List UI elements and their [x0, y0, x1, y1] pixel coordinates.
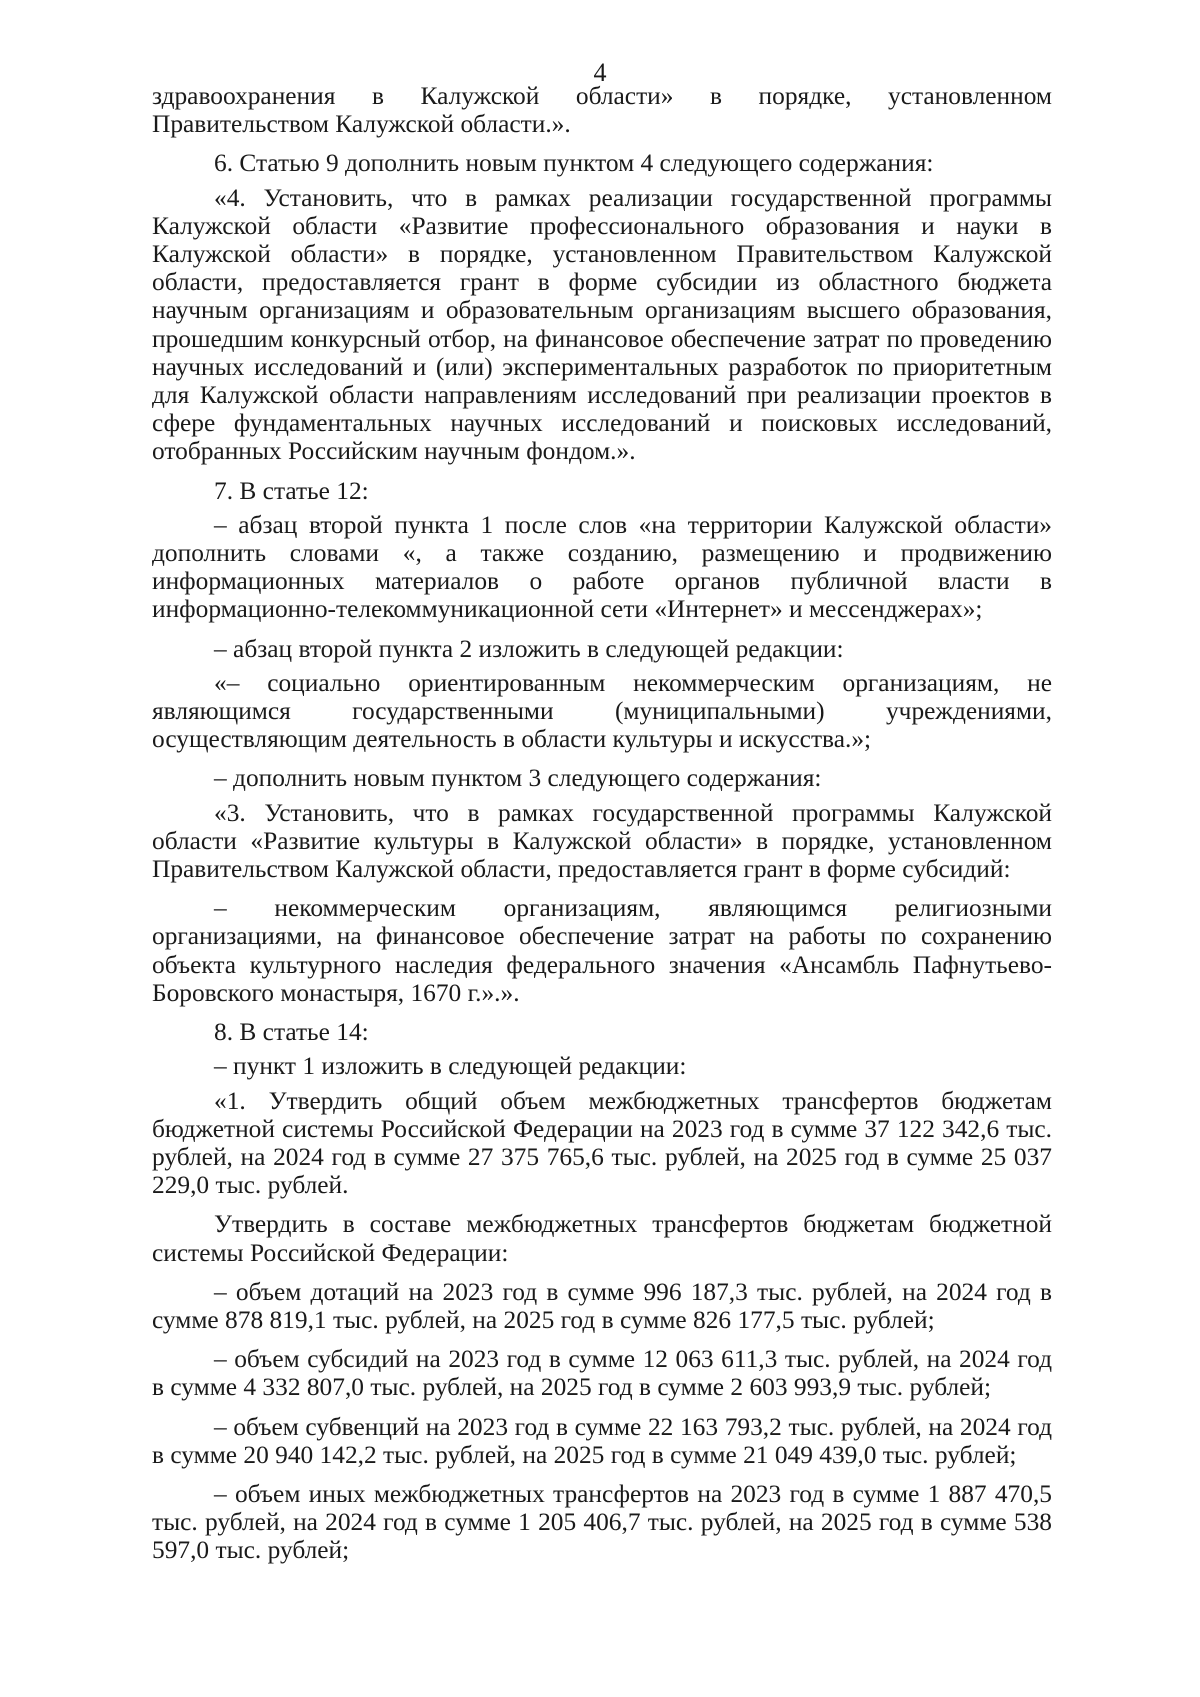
paragraph-item-6: 6. Статью 9 дополнить новым пунктом 4 следующего содержания: [214, 149, 934, 178]
paragraph-subventions: – объем субвенций на 2023 год в сумме 22 163 793,2 тыс. рублей, на 2024 год в сумме 20 940 142,2 тыс. рублей, на 2025 год в сумме 21 049 439,0 тыс. рублей; [152, 1412, 1052, 1469]
paragraph-transfers-total: «1. Утвердить общий объем межбюджетных трансфертов бюджетам бюджетной системы Российской Федерации на 2023 год в сумме 37 122 342,6 тыс. рублей, на 2024 год в сумме 27 375 765,6 тыс. рублей, на 2025 год в сумме 25 037 229,0 тыс. рублей. [152, 1086, 1052, 1200]
paragraph-article-14-point-1: – пункт 1 изложить в следующей редакции: [214, 1052, 687, 1081]
paragraph-item-8: 8. В статье 14: [214, 1018, 369, 1047]
paragraph-religious-organizations: – некоммерческим организациям, являющимся религиозными организациями, на финансовое обеспечение затрат на работы по сохранению объекта культурного наследия федерального значения «Ансамбль Пафнутьево-Боровского монастыря, 1670 г.».». [152, 894, 1052, 1007]
paragraph-subsidies-dotations: – объем дотаций на 2023 год в сумме 996 187,3 тыс. рублей, на 2024 год в сумме 878 819,1 тыс. рублей, на 2025 год в сумме 826 177,5 тыс. рублей; [152, 1277, 1052, 1334]
paragraph-other-transfers: – объем иных межбюджетных трансфертов на 2023 год в сумме 1 887 470,5 тыс. рублей, на 2024 год в сумме 1 205 406,7 тыс. рублей, на 2025 год в сумме 538 597,0 тыс. рублей; [152, 1479, 1052, 1565]
paragraph-article-12-point-3: – дополнить новым пунктом 3 следующего содержания: [214, 764, 822, 793]
paragraph-article-12-point-3-text: «3. Установить, что в рамках государственной программы Калужской области «Развитие культуры в Калужской области» в порядке, установленном Правительством Калужской области, предоставляется грант в форме субсидий: [152, 798, 1052, 884]
page-number: 4 [593, 58, 607, 87]
paragraph-article-12-point-2: – абзац второй пункта 2 изложить в следующей редакции: [214, 634, 844, 663]
paragraph-item-7: 7. В статье 12: [214, 476, 369, 505]
paragraph-article-12-point-2-text: «– социально ориентированным некоммерческим организациям, не являющимся государственными (муниципальными) учреждениями, осуществляющим деятельность в области культуры и искусства.»; [152, 668, 1052, 754]
paragraph-article-9-point-4: «4. Установить, что в рамках реализации государственной программы Калужской области «Развитие профессионального образования и науки в Калужской области» в порядке, установленном Правительством Калужской области, предоставляется грант в форме субсидии из областного бюджета научным организациям и образовательным организациям высшего образования, прошедшим конкурсный отбор, на финансовое обеспечение затрат по проведению научных исследований и (или) экспериментальных разработок по приоритетным для Калужской области направлениям исследований при реализации проектов в сфере фундаментальных научных исследований и поисковых исследований, отобранных Российским научным фондом.». [152, 183, 1052, 466]
paragraph-transfers-composition: Утвердить в составе межбюджетных трансфертов бюджетам бюджетной системы Российской Федерации: [152, 1210, 1052, 1267]
paragraph-article-12-point-1: – абзац второй пункта 1 после слов «на территории Калужской области» дополнить словами «, а также созданию, размещению и продвижению информационных материалов о работе органов публичной власти в информационно-телекоммуникационной сети «Интернет» и мессенджерах»; [152, 510, 1052, 624]
document-body [152, 82, 1052, 1576]
paragraph-subsidies: – объем субсидий на 2023 год в сумме 12 063 611,3 тыс. рублей, на 2024 год в сумме 4 332 807,0 тыс. рублей, на 2025 год в сумме 2 603 993,9 тыс. рублей; [152, 1345, 1052, 1402]
paragraph-continuation: здравоохранения в Калужской области» в порядке, установленном Правительством Калужской области.». [152, 82, 1052, 139]
